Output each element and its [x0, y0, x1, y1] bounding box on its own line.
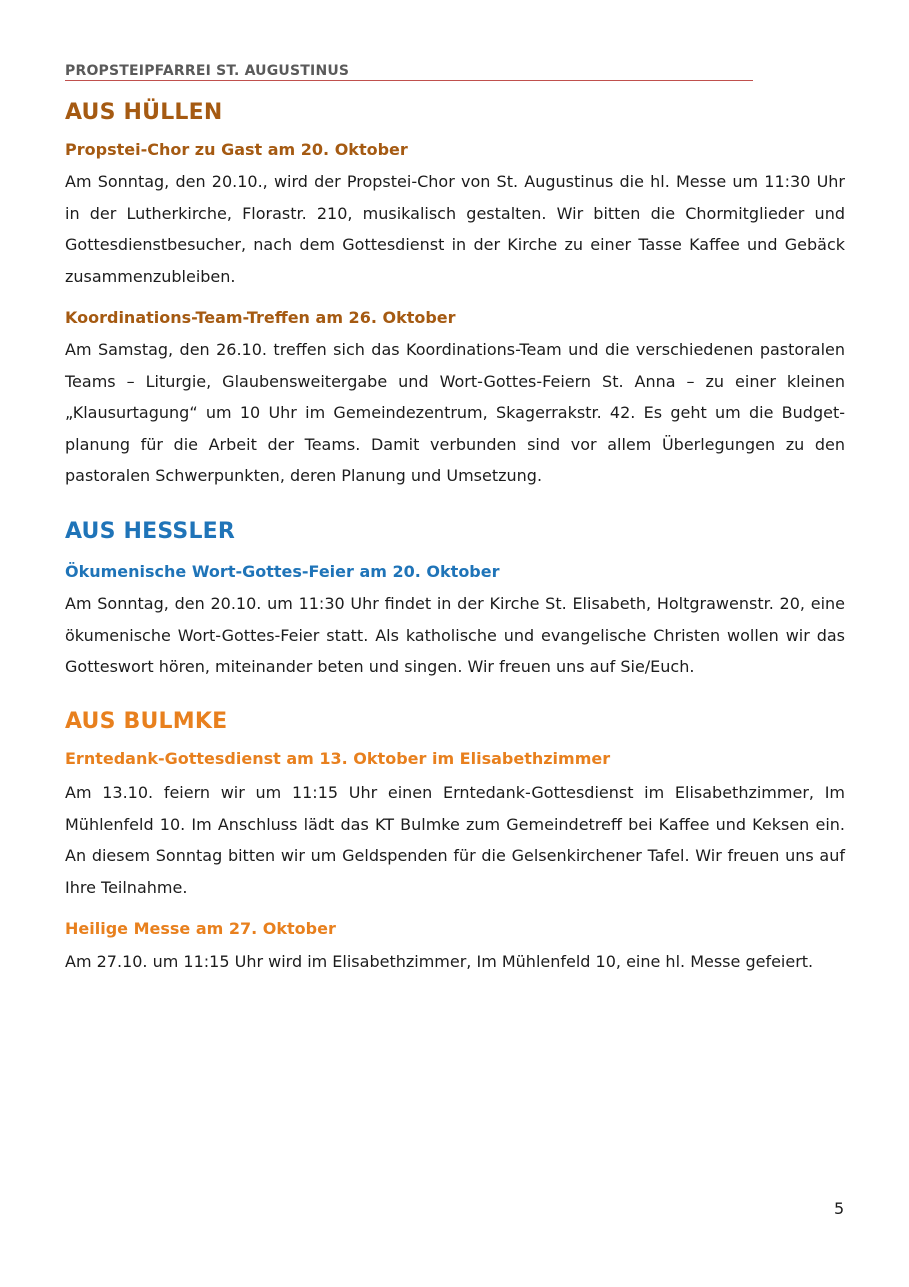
- section-title-huellen: AUS HÜLLEN: [65, 100, 223, 125]
- paragraph-propstei-chor: Am Sonntag, den 20.10., wird der Propstei-Chor von St. Augustinus die hl. Messe um 11:30 Uhr in der Lutherkirche, Florastr. 210, musikalisch gestalten. Wir bitten die Chormitglieder und Gottesdienstbesucher, nach dem Gottesdienst in der Kirche zu einer Tasse Kaffee und Gebäck zusammenzubleiben.: [65, 172, 845, 286]
- paragraph-koordinations-team: Am Samstag, den 26.10. treffen sich das Koordinations-Team und die verschiedenen pastoralen Teams – Liturgie, Glaubensweitergabe und Wort-Gottes-Feiern St. Anna – zu einer kleinen „Klausurtagung“ um 10 Uhr im Gemeindezentrum, Skagerrakstr. 42. Es geht um die Budgetplanung für die Arbeit der Teams. Damit verbunden sind vor allem Überlegungen zu den pastoralen Schwerpunkten, deren Planung und Umsetzung.: [65, 340, 845, 486]
- subheading-koordinations-team: Koordinations-Team-Treffen am 26. Oktober: [65, 308, 456, 327]
- paragraph-oekumenische-feier: Am Sonntag, den 20.10. um 11:30 Uhr findet in der Kirche St. Elisabeth, Holtgrawenstr. 20, eine ökumenische Wort-Gottes-Feier statt. Als katholische und evangelische Christen wollen wir das Gotteswort hören, miteinander beten und singen. Wir freuen uns auf Sie/Euch.: [65, 594, 845, 677]
- paragraph-heilige-messe: Am 27.10. um 11:15 Uhr wird im Elisabethzimmer, Im Mühlenfeld 10, eine hl. Messe gefeiert.: [65, 952, 814, 971]
- page-number: 5: [834, 1199, 845, 1218]
- subheading-oekumenische-feier: Ökumenische Wort-Gottes-Feier am 20. Oktober: [65, 562, 500, 581]
- running-header: PROPSTEIPFARREI ST. AUGUSTINUS: [65, 63, 753, 81]
- subheading-erntedank: Erntedank-Gottesdienst am 13. Oktober im Elisabethzimmer: [65, 749, 611, 768]
- section-title-bulmke: AUS BULMKE: [65, 709, 228, 734]
- subheading-propstei-chor: Propstei-Chor zu Gast am 20. Oktober: [65, 140, 408, 159]
- paragraph-erntedank: Am 13.10. feiern wir um 11:15 Uhr einen Erntedank-Gottesdienst im Elisabethzimmer, Im Mühlenfeld 10. Im Anschluss lädt das KT Bulmke zum Gemeindetreff bei Kaffee und Keksen ein. An diesem Sonntag bitten wir um Geldspenden für die Gelsenkirchener Tafel. Wir freuen uns auf Ihre Teilnahme.: [65, 783, 845, 897]
- section-title-hessler: AUS HESSLER: [65, 519, 236, 544]
- subheading-heilige-messe: Heilige Messe am 27. Oktober: [65, 919, 336, 938]
